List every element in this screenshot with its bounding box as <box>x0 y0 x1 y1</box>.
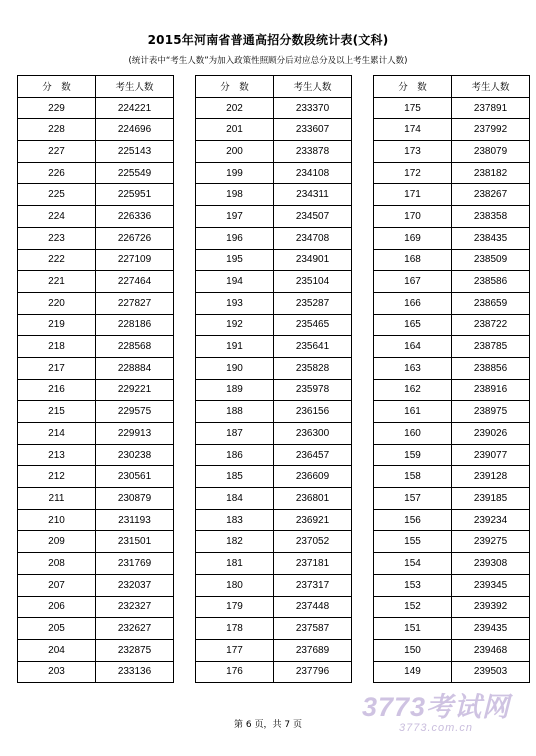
score-cell: 221 <box>18 271 96 293</box>
count-cell: 238916 <box>452 379 530 401</box>
score-cell: 198 <box>196 184 274 206</box>
score-cell: 162 <box>374 379 452 401</box>
score-cell: 226 <box>18 162 96 184</box>
count-cell: 225143 <box>96 141 174 163</box>
count-cell: 238267 <box>452 184 530 206</box>
score-cell: 154 <box>374 553 452 575</box>
score-cell: 204 <box>18 639 96 661</box>
table-row <box>196 141 352 163</box>
table-row <box>374 423 530 445</box>
count-cell: 228884 <box>96 357 174 379</box>
count-cell: 235978 <box>274 379 352 401</box>
score-cell: 170 <box>374 206 452 228</box>
table-row <box>18 292 174 314</box>
table-row <box>18 553 174 575</box>
score-cell: 223 <box>18 227 96 249</box>
table-row <box>196 292 352 314</box>
count-cell: 237587 <box>274 618 352 640</box>
count-cell: 224696 <box>96 119 174 141</box>
score-cell: 184 <box>196 488 274 510</box>
score-cell: 183 <box>196 509 274 531</box>
table-row <box>374 184 530 206</box>
table-row <box>374 292 530 314</box>
count-cell: 230238 <box>96 444 174 466</box>
table-row <box>196 119 352 141</box>
count-cell: 226336 <box>96 206 174 228</box>
count-cell: 227109 <box>96 249 174 271</box>
table-row <box>374 249 530 271</box>
score-cell: 157 <box>374 488 452 510</box>
count-cell: 236156 <box>274 401 352 423</box>
table-row <box>18 596 174 618</box>
table-row <box>18 379 174 401</box>
table-row <box>374 271 530 293</box>
table-row <box>196 639 352 661</box>
score-cell: 159 <box>374 444 452 466</box>
score-cell: 227 <box>18 141 96 163</box>
score-cell: 180 <box>196 574 274 596</box>
table-row <box>18 141 174 163</box>
count-cell: 239308 <box>452 553 530 575</box>
score-cell: 222 <box>18 249 96 271</box>
score-cell: 191 <box>196 336 274 358</box>
count-cell: 225951 <box>96 184 174 206</box>
count-cell: 224221 <box>96 97 174 119</box>
count-cell: 238509 <box>452 249 530 271</box>
score-cell: 160 <box>374 423 452 445</box>
score-cell: 178 <box>196 618 274 640</box>
count-cell: 239435 <box>452 618 530 640</box>
table-row <box>196 444 352 466</box>
table-row <box>18 184 174 206</box>
score-cell: 195 <box>196 249 274 271</box>
score-cell: 206 <box>18 596 96 618</box>
table-row <box>196 184 352 206</box>
score-cell: 193 <box>196 292 274 314</box>
count-cell: 238586 <box>452 271 530 293</box>
count-cell: 239275 <box>452 531 530 553</box>
count-cell: 235828 <box>274 357 352 379</box>
score-cell: 228 <box>18 119 96 141</box>
score-cell: 197 <box>196 206 274 228</box>
table-row <box>374 162 530 184</box>
count-cell: 232327 <box>96 596 174 618</box>
table-row <box>196 249 352 271</box>
table-row <box>374 401 530 423</box>
count-cell: 233136 <box>96 661 174 683</box>
score-cell: 205 <box>18 618 96 640</box>
score-cell: 149 <box>374 661 452 683</box>
score-cell: 172 <box>374 162 452 184</box>
count-cell: 237689 <box>274 639 352 661</box>
score-cell: 161 <box>374 401 452 423</box>
table-row <box>18 357 174 379</box>
score-cell: 156 <box>374 509 452 531</box>
table-row <box>196 488 352 510</box>
table-row <box>374 574 530 596</box>
table-row <box>374 444 530 466</box>
table-row <box>374 509 530 531</box>
score-cell: 203 <box>18 661 96 683</box>
table-row <box>374 314 530 336</box>
table-row <box>374 466 530 488</box>
score-cell: 167 <box>374 271 452 293</box>
score-cell: 201 <box>196 119 274 141</box>
score-cell: 152 <box>374 596 452 618</box>
table-row <box>18 401 174 423</box>
table-row <box>18 97 174 119</box>
watermark-brand: 3773考试网 <box>361 692 511 722</box>
count-cell: 234708 <box>274 227 352 249</box>
table-row <box>374 227 530 249</box>
count-cell: 238182 <box>452 162 530 184</box>
count-cell: 239468 <box>452 639 530 661</box>
count-cell: 233878 <box>274 141 352 163</box>
count-cell: 227464 <box>96 271 174 293</box>
count-cell: 234311 <box>274 184 352 206</box>
count-cell: 229221 <box>96 379 174 401</box>
table-row <box>18 206 174 228</box>
table-row <box>374 488 530 510</box>
table-header-row <box>18 76 174 98</box>
count-cell: 239392 <box>452 596 530 618</box>
table-row <box>196 661 352 683</box>
table-row <box>196 553 352 575</box>
score-cell: 171 <box>374 184 452 206</box>
count-cell: 238659 <box>452 292 530 314</box>
count-cell: 239503 <box>452 661 530 683</box>
table-row <box>196 509 352 531</box>
score-cell: 189 <box>196 379 274 401</box>
count-cell: 229575 <box>96 401 174 423</box>
score-cell: 188 <box>196 401 274 423</box>
score-cell: 224 <box>18 206 96 228</box>
score-cell: 150 <box>374 639 452 661</box>
count-cell: 231501 <box>96 531 174 553</box>
score-cell: 181 <box>196 553 274 575</box>
table-row <box>196 618 352 640</box>
count-cell: 231193 <box>96 509 174 531</box>
count-cell: 234507 <box>274 206 352 228</box>
count-cell: 236921 <box>274 509 352 531</box>
score-cell: 202 <box>196 97 274 119</box>
column-header-score: 分 数 <box>18 76 96 98</box>
count-cell: 237448 <box>274 596 352 618</box>
count-cell: 233370 <box>274 97 352 119</box>
table-row <box>196 162 352 184</box>
count-cell: 230561 <box>96 466 174 488</box>
score-cell: 213 <box>18 444 96 466</box>
score-cell: 190 <box>196 357 274 379</box>
table-row <box>196 596 352 618</box>
count-cell: 232037 <box>96 574 174 596</box>
table-row <box>18 509 174 531</box>
score-cell: 187 <box>196 423 274 445</box>
count-cell: 235104 <box>274 271 352 293</box>
count-cell: 234108 <box>274 162 352 184</box>
count-cell: 228186 <box>96 314 174 336</box>
table-header-row <box>374 76 530 98</box>
score-cell: 174 <box>374 119 452 141</box>
column-header-count: 考生人数 <box>274 76 352 98</box>
count-cell: 238079 <box>452 141 530 163</box>
count-cell: 237992 <box>452 119 530 141</box>
count-cell: 232875 <box>96 639 174 661</box>
count-cell: 237052 <box>274 531 352 553</box>
count-cell: 236457 <box>274 444 352 466</box>
table-row <box>196 314 352 336</box>
score-cell: 225 <box>18 184 96 206</box>
page-subtitle: (统计表中“考生人数”为加入政策性照顾分后对应总分及以上考生累计人数) <box>128 56 408 66</box>
table-row <box>18 466 174 488</box>
count-cell: 235465 <box>274 314 352 336</box>
count-cell: 236609 <box>274 466 352 488</box>
score-cell: 209 <box>18 531 96 553</box>
score-cell: 182 <box>196 531 274 553</box>
score-cell: 211 <box>18 488 96 510</box>
table-row <box>18 249 174 271</box>
score-cell: 192 <box>196 314 274 336</box>
score-cell: 175 <box>374 97 452 119</box>
count-cell: 231769 <box>96 553 174 575</box>
count-cell: 239026 <box>452 423 530 445</box>
score-cell: 216 <box>18 379 96 401</box>
table-row <box>196 401 352 423</box>
table-row <box>196 227 352 249</box>
table-row <box>374 141 530 163</box>
column-header-count: 考生人数 <box>96 76 174 98</box>
table-row <box>374 357 530 379</box>
count-cell: 239185 <box>452 488 530 510</box>
page-footer: 第 6 页，共 7 页 <box>234 720 302 730</box>
count-cell: 236801 <box>274 488 352 510</box>
score-table-3 <box>373 75 530 683</box>
table-row <box>196 336 352 358</box>
page-title: 2015年河南省普通高招分数段统计表(文科) <box>147 33 389 47</box>
table-row <box>18 336 174 358</box>
score-cell: 218 <box>18 336 96 358</box>
count-cell: 225549 <box>96 162 174 184</box>
watermark-logo <box>346 692 526 734</box>
score-cell: 186 <box>196 444 274 466</box>
table-row <box>18 618 174 640</box>
table-row <box>374 553 530 575</box>
count-cell: 227827 <box>96 292 174 314</box>
table-row <box>18 119 174 141</box>
score-cell: 185 <box>196 466 274 488</box>
score-cell: 212 <box>18 466 96 488</box>
column-header-score: 分 数 <box>374 76 452 98</box>
column-header-score: 分 数 <box>196 76 274 98</box>
table-row <box>18 423 174 445</box>
score-cell: 219 <box>18 314 96 336</box>
count-cell: 239234 <box>452 509 530 531</box>
table-row <box>374 618 530 640</box>
score-cell: 176 <box>196 661 274 683</box>
count-cell: 233607 <box>274 119 352 141</box>
count-cell: 228568 <box>96 336 174 358</box>
score-cell: 153 <box>374 574 452 596</box>
table-row <box>196 379 352 401</box>
table-row <box>18 639 174 661</box>
table-row <box>374 531 530 553</box>
count-cell: 230879 <box>96 488 174 510</box>
table-row <box>196 271 352 293</box>
count-cell: 229913 <box>96 423 174 445</box>
table-row <box>18 271 174 293</box>
count-cell: 239345 <box>452 574 530 596</box>
count-cell: 238722 <box>452 314 530 336</box>
count-cell: 238975 <box>452 401 530 423</box>
count-cell: 237317 <box>274 574 352 596</box>
score-cell: 208 <box>18 553 96 575</box>
score-cell: 229 <box>18 97 96 119</box>
table-row <box>374 379 530 401</box>
table-row <box>374 661 530 683</box>
table-row <box>196 206 352 228</box>
table-row <box>18 488 174 510</box>
table-row <box>18 531 174 553</box>
column-header-count: 考生人数 <box>452 76 530 98</box>
score-cell: 215 <box>18 401 96 423</box>
score-cell: 207 <box>18 574 96 596</box>
table-row <box>196 574 352 596</box>
score-cell: 210 <box>18 509 96 531</box>
count-cell: 232627 <box>96 618 174 640</box>
count-cell: 237181 <box>274 553 352 575</box>
score-cell: 173 <box>374 141 452 163</box>
score-cell: 200 <box>196 141 274 163</box>
score-cell: 194 <box>196 271 274 293</box>
score-cell: 220 <box>18 292 96 314</box>
table-row <box>374 119 530 141</box>
count-cell: 237796 <box>274 661 352 683</box>
score-cell: 168 <box>374 249 452 271</box>
score-cell: 177 <box>196 639 274 661</box>
score-cell: 166 <box>374 292 452 314</box>
score-cell: 199 <box>196 162 274 184</box>
table-row <box>18 227 174 249</box>
score-cell: 151 <box>374 618 452 640</box>
table-row <box>196 97 352 119</box>
score-table-1 <box>17 75 174 683</box>
count-cell: 238358 <box>452 206 530 228</box>
count-cell: 238785 <box>452 336 530 358</box>
table-row <box>18 444 174 466</box>
score-cell: 196 <box>196 227 274 249</box>
table-row <box>196 466 352 488</box>
score-cell: 155 <box>374 531 452 553</box>
count-cell: 238435 <box>452 227 530 249</box>
count-cell: 238856 <box>452 357 530 379</box>
score-cell: 217 <box>18 357 96 379</box>
score-cell: 165 <box>374 314 452 336</box>
watermark-url: 3773.com.cn <box>399 722 473 734</box>
table-row <box>18 574 174 596</box>
table-row <box>196 531 352 553</box>
table-row <box>196 357 352 379</box>
count-cell: 237891 <box>452 97 530 119</box>
table-row <box>374 97 530 119</box>
table-header-row <box>196 76 352 98</box>
table-row <box>18 661 174 683</box>
count-cell: 236300 <box>274 423 352 445</box>
score-cell: 179 <box>196 596 274 618</box>
count-cell: 226726 <box>96 227 174 249</box>
table-row <box>18 314 174 336</box>
score-cell: 214 <box>18 423 96 445</box>
count-cell: 239128 <box>452 466 530 488</box>
count-cell: 235641 <box>274 336 352 358</box>
score-cell: 164 <box>374 336 452 358</box>
table-row <box>196 423 352 445</box>
table-row <box>374 639 530 661</box>
score-cell: 163 <box>374 357 452 379</box>
table-row <box>18 162 174 184</box>
table-row <box>374 206 530 228</box>
score-table-2 <box>195 75 352 683</box>
score-cell: 169 <box>374 227 452 249</box>
count-cell: 234901 <box>274 249 352 271</box>
table-row <box>374 336 530 358</box>
table-row <box>374 596 530 618</box>
score-cell: 158 <box>374 466 452 488</box>
count-cell: 235287 <box>274 292 352 314</box>
count-cell: 239077 <box>452 444 530 466</box>
